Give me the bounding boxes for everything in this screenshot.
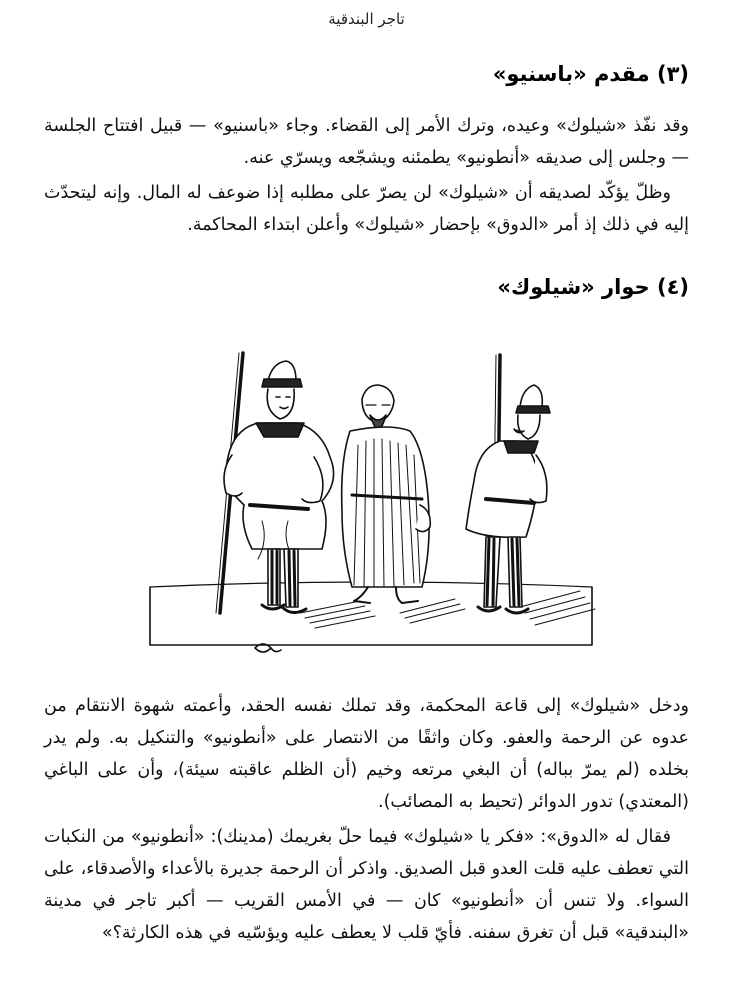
section-4-heading: (٤) حوار «شيلوك» — [497, 275, 689, 299]
section-3-paragraph-1: وقد نفّذ «شيلوك» وعيده، وترك الأمر إلى القضاء. وجاء «باسنيو» — قبيل افتتاح الجلسة — وجلس إلى صديقه «أنطونيو» يطمئنه ويشجّعه ويسرّي عنه. — [44, 116, 689, 168]
section-3-paragraph-2: وظلّ يؤكّد لصديقه أن «شيلوك» لن يصرّ على مطلبه إذا ضوعف له المال. وإنه ليتحدّث إليه في ذلك إذ أمر «الدوق» بإحضار «شيلوك» وأعلن ابتداء المحاكمة. — [44, 183, 689, 235]
running-head: تاجر البندقية — [328, 10, 405, 28]
section-4-paragraph-1: ودخل «شيلوك» إلى قاعة المحكمة، وقد تملك نفسه الحقد، وأعمته شهوة الانتقام من عدوه عن الرحمة والعفو. وكان واثقًا من الانتصار على «أنطونيو» والتنكيل به. ولم يدر بخلده (لم يمرّ بباله) أن البغي مرتعه وخيم (أن الظلم عاقبته سيئة)، وأن على الباغي (المعتدي) تدور الدوائر (تحيط به المصائب). — [44, 696, 689, 812]
section-3-heading: (٣) مقدم «باسنيو» — [492, 62, 689, 86]
courtroom-illustration-icon — [0, 345, 733, 665]
section-4-paragraph-2: فقال له «الدوق»: «فكر يا «شيلوك» فيما حلّ بغريمك (مدينك): «أنطونيو» من النكبات التي تعطف عليه قلت العدو قبل الصديق. واذكر أن الرحمة جديرة بالأعداء والأصدقاء، على السواء. ولا تنس أن «أنطونيو» كان — في الأمس القريب — أكبر تاجر في مدينة «البندقية» قبل أن تغرق سفنه. فأيّ قلب لا يعطف عليه ويؤسّيه في هذه الكارثة؟» — [44, 827, 689, 943]
